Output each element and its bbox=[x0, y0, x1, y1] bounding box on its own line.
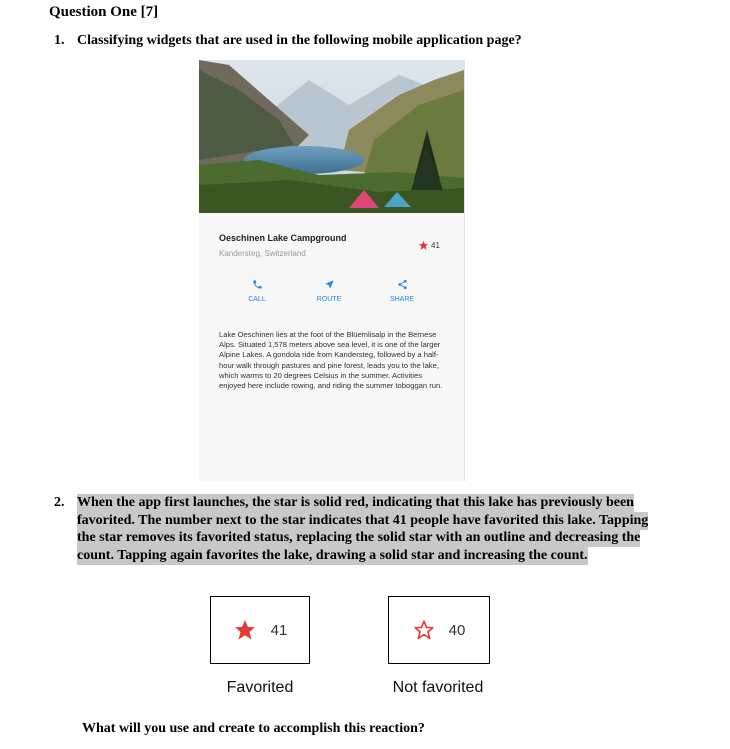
question-item-2 bbox=[77, 494, 654, 564]
item-number: 2. bbox=[54, 495, 65, 510]
favorite-count: 41 bbox=[270, 621, 288, 639]
share-button[interactable] bbox=[372, 279, 432, 303]
favorited-state-box bbox=[210, 596, 310, 664]
route-label: ROUTE bbox=[316, 296, 342, 303]
not-favorited-state-box bbox=[388, 596, 490, 664]
favorited-caption: Favorited bbox=[226, 679, 294, 696]
question-item-1 bbox=[54, 33, 522, 49]
share-label: SHARE bbox=[389, 296, 415, 303]
highlighted-text: When the app first launches, the star is solid red, indicating that this lake has previously been favorited. The number next to the star indicates that 41 people have favorited this lake. Tapping the star removes its favorited status, replacing the solid star with an outline and decreasing the count. Tapping again favorites the lake, drawing a solid star and increasing the count. bbox=[77, 495, 649, 563]
item-text: Classifying widgets that are used in the following mobile application page? bbox=[77, 33, 522, 48]
star-solid-icon bbox=[233, 618, 257, 642]
question-title: Question One [7] bbox=[49, 4, 159, 20]
campground-title: Oeschinen Lake Campground bbox=[219, 233, 347, 243]
favorite-count: 41 bbox=[431, 241, 440, 250]
call-button[interactable] bbox=[227, 279, 287, 303]
campground-location: Kandersteg, Switzerland bbox=[219, 249, 306, 258]
campground-description: Lake Oeschinen lies at the foot of the Blüemlisalp in the Bernese Alps. Situated 1,578 meters above sea level, it is one of the larger Alpine Lakes. A gondola ride from Kandersteg, followed by a half-hour walk through pastures and pine forest, leads you to the lake, which warms to 20 degrees Celsius in the summer. Activities enjoyed here include rowing, and riding the summer toboggan run. bbox=[219, 330, 443, 391]
phone-icon bbox=[252, 279, 263, 290]
lake-photo bbox=[199, 60, 464, 213]
navigation-arrow-icon bbox=[324, 279, 335, 290]
not-favorited-caption: Not favorited bbox=[392, 679, 484, 696]
call-label: CALL bbox=[248, 296, 266, 303]
favorite-count: 40 bbox=[448, 621, 466, 639]
final-question: What will you use and create to accomplish this reaction? bbox=[82, 721, 425, 736]
favorite-toggle[interactable] bbox=[418, 240, 440, 251]
share-icon bbox=[397, 279, 408, 290]
star-solid-icon bbox=[418, 240, 429, 251]
star-outline-icon bbox=[413, 619, 435, 641]
route-button[interactable] bbox=[299, 279, 359, 303]
item-number: 1. bbox=[54, 33, 65, 48]
app-screenshot bbox=[199, 60, 465, 481]
